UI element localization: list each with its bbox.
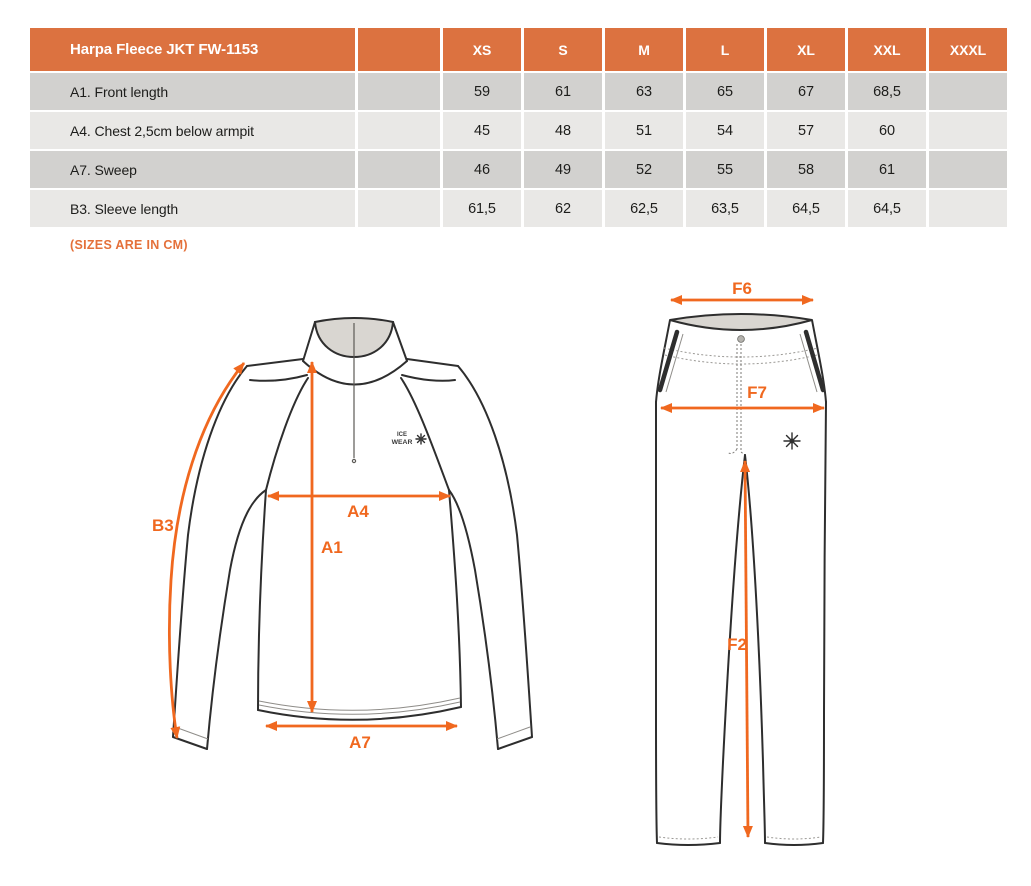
size-table bbox=[30, 28, 1007, 227]
table-title: Harpa Fleece JKT FW-1153 bbox=[30, 28, 355, 71]
label-a1: A1 bbox=[321, 538, 343, 557]
logo-text-wear: WEAR bbox=[391, 439, 413, 446]
table-row-label: B3. Sleeve length bbox=[30, 190, 355, 227]
table-row-label: A4. Chest 2,5cm below armpit bbox=[30, 112, 355, 149]
logo-text-ice: ICE bbox=[396, 432, 408, 438]
table-cell: 63 bbox=[605, 73, 683, 110]
sizes-note: (SIZES ARE IN CM) bbox=[70, 238, 188, 252]
label-f6: F6 bbox=[732, 279, 752, 298]
pants-waist-inner bbox=[670, 314, 812, 330]
table-cell: 59 bbox=[443, 73, 521, 110]
pants-measurements bbox=[661, 279, 824, 837]
table-cell: 63,5 bbox=[686, 190, 764, 227]
table-header-size-l: L bbox=[686, 28, 764, 71]
jacket-brand-logo bbox=[392, 432, 426, 446]
table-cell: 46 bbox=[443, 151, 521, 188]
table-header-size-xxl: XXL bbox=[848, 28, 926, 71]
table-cell-empty bbox=[358, 73, 440, 110]
table-header-size-xs: XS bbox=[443, 28, 521, 71]
table-cell: 64,5 bbox=[767, 190, 845, 227]
table-header-size-m: M bbox=[605, 28, 683, 71]
snowflake-icon bbox=[784, 433, 800, 449]
table-cell: 62 bbox=[524, 190, 602, 227]
table-cell-empty bbox=[358, 112, 440, 149]
pants-button bbox=[738, 336, 745, 343]
table-cell: 51 bbox=[605, 112, 683, 149]
table-cell: 60 bbox=[848, 112, 926, 149]
table-cell bbox=[929, 73, 1007, 110]
table-row-label: A7. Sweep bbox=[30, 151, 355, 188]
table-row-label: A1. Front length bbox=[30, 73, 355, 110]
snowflake-icon bbox=[416, 434, 426, 444]
table-cell-empty bbox=[358, 190, 440, 227]
table-cell: 61 bbox=[524, 73, 602, 110]
table-header-size-s: S bbox=[524, 28, 602, 71]
table-cell: 61,5 bbox=[443, 190, 521, 227]
pants-diagram bbox=[620, 279, 840, 874]
jacket-outline bbox=[173, 318, 532, 749]
table-header-size-xl: XL bbox=[767, 28, 845, 71]
table-cell: 61 bbox=[848, 151, 926, 188]
table-cell: 48 bbox=[524, 112, 602, 149]
jacket-diagram bbox=[140, 300, 550, 770]
table-cell: 64,5 bbox=[848, 190, 926, 227]
table-cell: 62,5 bbox=[605, 190, 683, 227]
arrow-b3 bbox=[169, 363, 244, 738]
table-cell: 55 bbox=[686, 151, 764, 188]
jacket-measurements bbox=[152, 362, 457, 752]
table-cell bbox=[929, 190, 1007, 227]
label-a4: A4 bbox=[347, 502, 369, 521]
label-a7: A7 bbox=[349, 733, 371, 752]
table-cell: 65 bbox=[686, 73, 764, 110]
table-header-size-xxxl: XXXL bbox=[929, 28, 1007, 71]
table-cell bbox=[929, 112, 1007, 149]
label-f7: F7 bbox=[747, 383, 767, 402]
table-cell: 58 bbox=[767, 151, 845, 188]
label-b3: B3 bbox=[152, 516, 174, 535]
table-cell: 67 bbox=[767, 73, 845, 110]
table-cell: 54 bbox=[686, 112, 764, 149]
pants-outline bbox=[656, 314, 826, 845]
table-cell bbox=[929, 151, 1007, 188]
table-cell: 49 bbox=[524, 151, 602, 188]
table-cell-empty bbox=[358, 151, 440, 188]
table-cell: 57 bbox=[767, 112, 845, 149]
table-header-empty bbox=[358, 28, 440, 71]
table-cell: 45 bbox=[443, 112, 521, 149]
table-cell: 52 bbox=[605, 151, 683, 188]
label-f2: F2 bbox=[727, 635, 747, 654]
table-cell: 68,5 bbox=[848, 73, 926, 110]
